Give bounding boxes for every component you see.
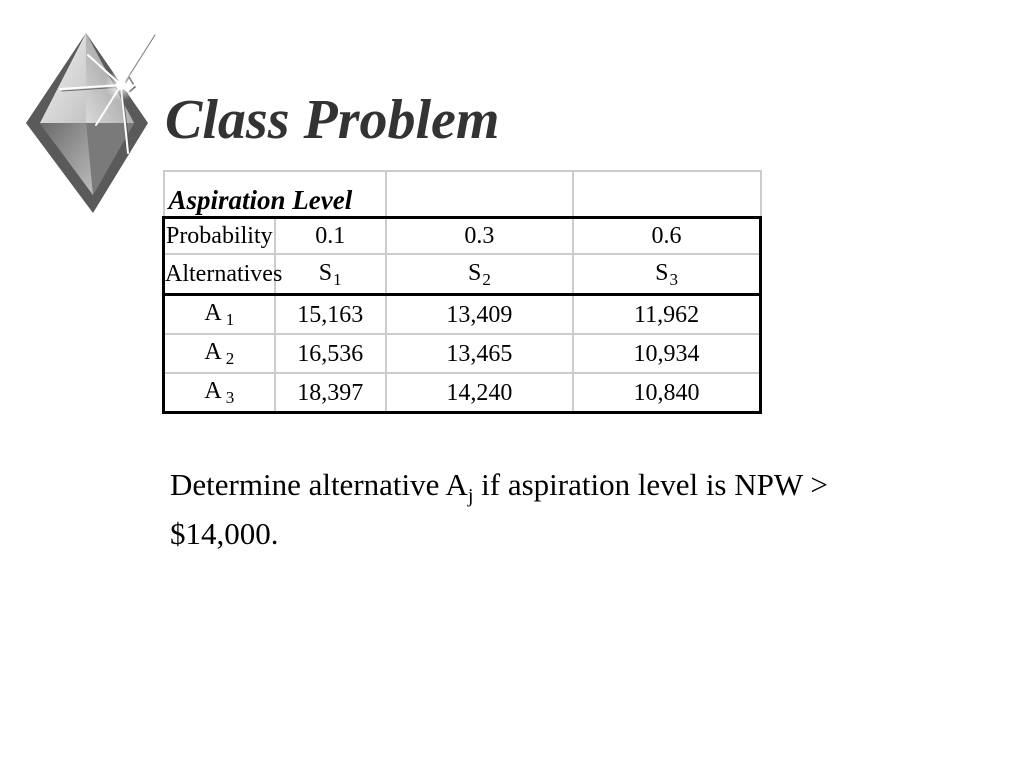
state-subscript: 2: [482, 269, 491, 289]
table-caption-row: [164, 171, 761, 218]
alternative-label: [164, 334, 275, 373]
alternative-base: A: [204, 300, 222, 326]
state-base: S: [318, 259, 333, 286]
state-subscript: 1: [333, 269, 342, 289]
empty-cell: [573, 171, 760, 218]
state-subscript: 3: [669, 269, 678, 289]
npw-value: 16,536: [275, 334, 386, 373]
npw-value: 15,163: [275, 295, 386, 335]
empty-cell: [386, 171, 573, 218]
probability-row: [164, 218, 761, 255]
state-base: S: [655, 259, 669, 286]
problem-statement-subscript: j: [467, 485, 474, 507]
states-row: [164, 254, 761, 295]
alternative-subscript: 2: [225, 349, 235, 368]
slide-title: Class Problem: [165, 89, 500, 151]
alternative-subscript: 1: [225, 310, 235, 329]
state-header: [386, 254, 573, 295]
npw-value: 10,840: [573, 373, 760, 413]
npw-value: 13,465: [386, 334, 573, 373]
table-row: [164, 295, 761, 335]
alternative-base: A: [204, 339, 222, 365]
problem-statement-text: Determine alternative A: [170, 467, 468, 502]
probability-value: 0.6: [573, 218, 760, 255]
alternative-subscript: 3: [225, 388, 235, 407]
npw-value: 10,934: [573, 334, 760, 373]
problem-statement: [170, 466, 930, 552]
probability-label: Probability: [164, 218, 275, 255]
npw-value: 18,397: [275, 373, 386, 413]
probability-value: 0.1: [275, 218, 386, 255]
alternative-label: [164, 295, 275, 335]
probability-value: 0.3: [386, 218, 573, 255]
npw-value: 11,962: [573, 295, 760, 335]
alternative-label: [164, 373, 275, 413]
state-header: [275, 254, 386, 295]
state-header: [573, 254, 760, 295]
problem-statement-text: if aspiration level is NPW > $14,000.: [170, 467, 828, 551]
npw-value: 13,409: [386, 295, 573, 335]
table-row: [164, 334, 761, 373]
npw-value: 14,240: [386, 373, 573, 413]
table-row: [164, 373, 761, 413]
alternative-base: A: [204, 378, 222, 404]
decision-table: [162, 170, 762, 414]
aspiration-level-caption: Aspiration Level: [164, 171, 386, 218]
alternatives-label: Alternatives: [164, 254, 275, 295]
state-base: S: [468, 259, 482, 286]
